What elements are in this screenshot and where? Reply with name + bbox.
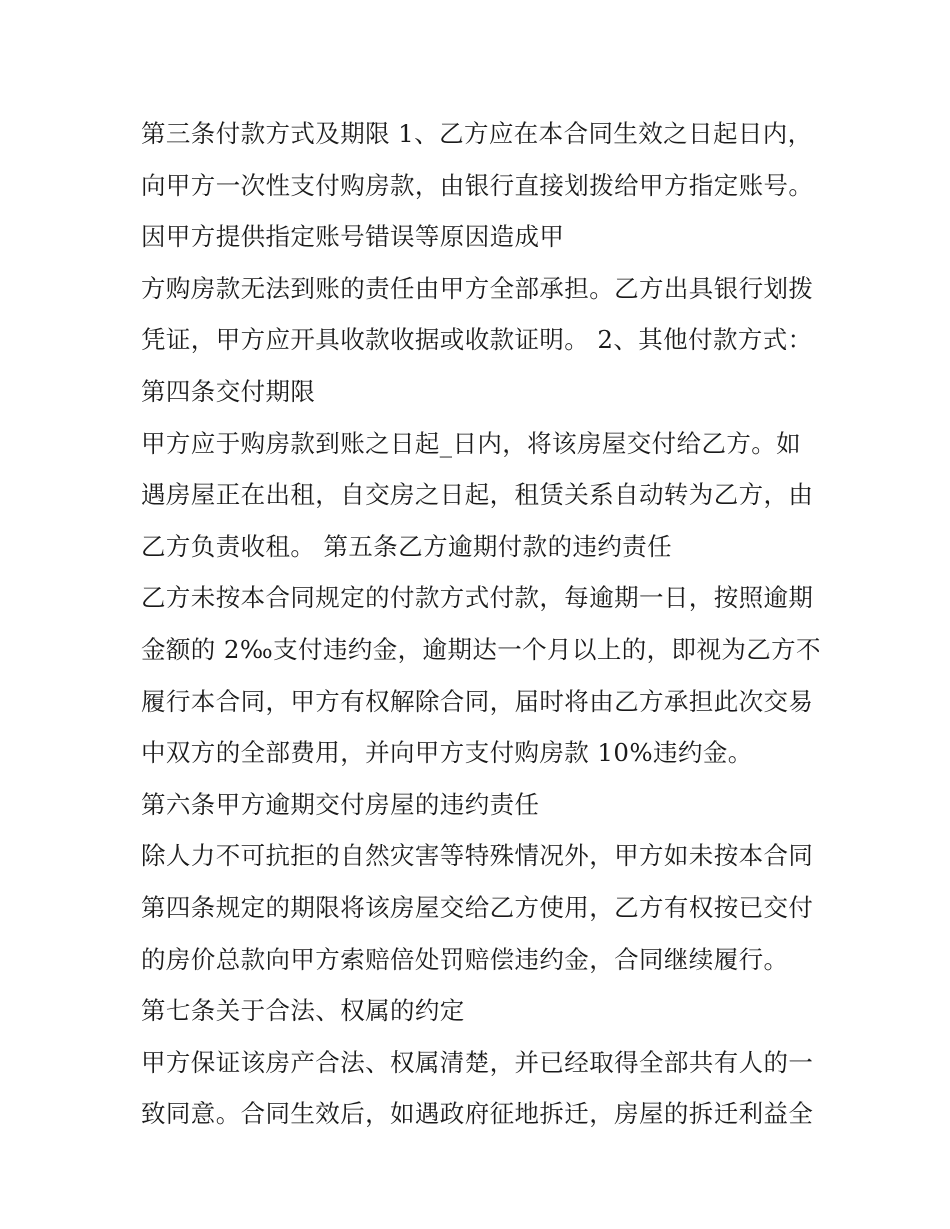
section-heading: 第四条交付期限 [141,376,316,406]
contract-text [141,108,821,1140]
text-line: 乙方未按本合同规定的付款方式付款，每逾期一日，按照逾期 [141,583,814,613]
text-line: 甲方应于购房款到账之日起_日内，将该房屋交付给乙方。如 [141,428,802,458]
section-heading: 第七条关于合法、权属的约定 [141,996,465,1026]
section-heading: 第六条甲方逾期交付房屋的违约责任 [141,789,540,819]
text-line: 向甲方一次性支付购房款，由银行直接划拨给甲方指定账号。 [141,170,814,200]
text-line: 因甲方提供指定账号错误等原因造成甲 [141,222,565,252]
text-line: 凭证，甲方应开具收款收据或收款证明。 2、其他付款方式： [141,325,813,355]
text-line: 履行本合同，甲方有权解除合同，届时将由乙方承担此次交易 [141,686,814,716]
text-line: 第三条付款方式及期限 1、乙方应在本合同生效之日起日内， [141,119,813,148]
text-line: 遇房屋正在出租，自交房之日起，租赁关系自动转为乙方，由 [141,480,814,510]
text-line: 甲方保证该房产合法、权属清楚，并已经取得全部共有人的一 [141,1047,814,1077]
text-line: 金额的 2‰支付违约金，逾期达一个月以上的，即视为乙方不 [141,634,821,664]
text-line: 乙方负责收租。 第五条乙方逾期付款的违约责任 [141,531,673,561]
text-line: 除人力不可抗拒的自然灾害等特殊情况外，甲方如未按本合同 [141,841,814,871]
text-line: 方购房款无法到账的责任由甲方全部承担。乙方出具银行划拨 [141,273,814,303]
text-line: 第四条规定的期限将该房屋交给乙方使用，乙方有权按已交付 [141,892,814,922]
text-line: 致同意。合同生效后，如遇政府征地拆迁，房屋的拆迁利益全 [141,1099,814,1129]
text-line: 中双方的全部费用，并向甲方支付购房款 10%违约金。 [141,738,753,768]
text-line: 的房价总款向甲方索赔倍处罚赔偿违约金，合同继续履行。 [141,944,789,974]
